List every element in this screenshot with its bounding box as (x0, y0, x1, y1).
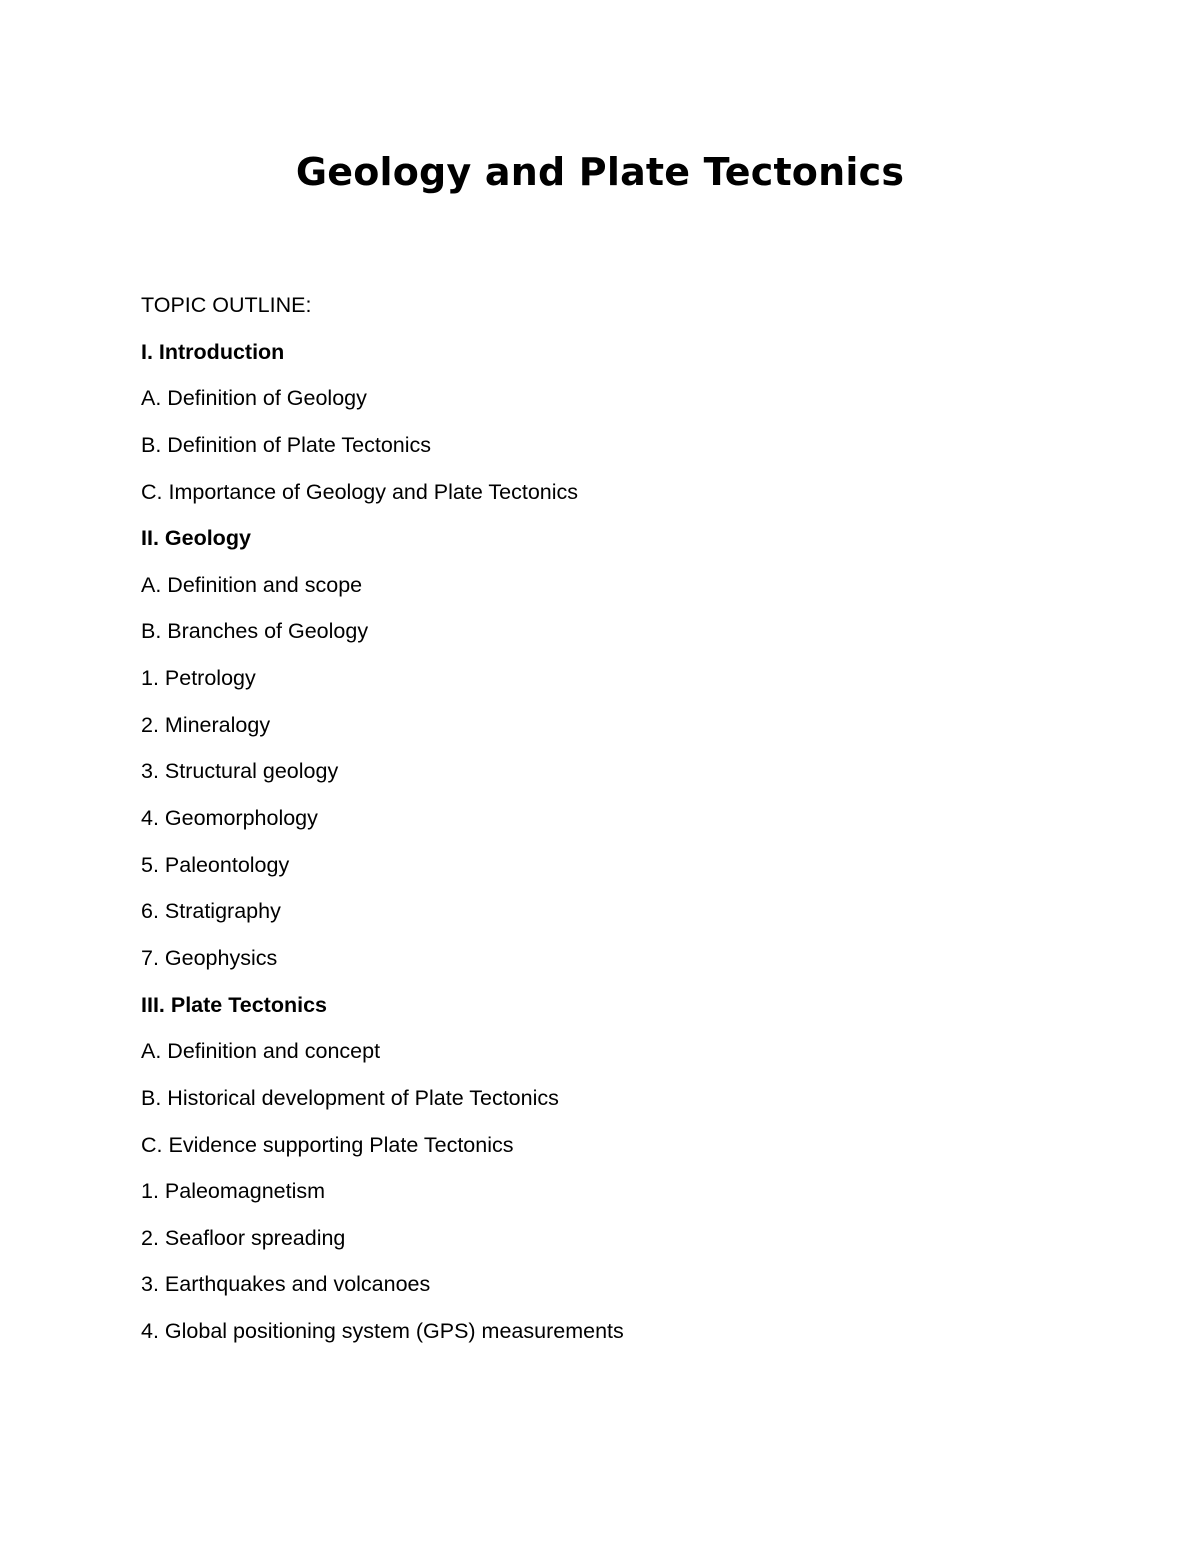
document-title: Geology and Plate Tectonics (295, 150, 905, 194)
outline-section-heading: II. Geology (141, 526, 251, 551)
outline-item: B. Historical development of Plate Tectonics (141, 1085, 559, 1110)
outline-subitem: 3. Earthquakes and volcanoes (141, 1272, 431, 1297)
outline-item: C. Evidence supporting Plate Tectonics (141, 1132, 514, 1157)
outline-subitem: 3. Structural geology (141, 759, 339, 784)
outline-subitem: 2. Mineralogy (141, 712, 271, 737)
outline-subitem: 2. Seafloor spreading (141, 1225, 346, 1250)
outline-item: C. Importance of Geology and Plate Tectonics (141, 479, 579, 504)
outline-subitem: 4. Geomorphology (141, 806, 318, 831)
outline-subitem: 4. Global positioning system (GPS) measurements (141, 1319, 624, 1344)
outline-item: A. Definition and concept (141, 1039, 381, 1064)
outline-subitem: 1. Paleomagnetism (141, 1179, 326, 1204)
outline-subitem: 6. Stratigraphy (141, 899, 281, 924)
outline-subitem: 7. Geophysics (141, 945, 278, 970)
outline-item: A. Definition and scope (141, 572, 363, 597)
outline-item: B. Branches of Geology (141, 619, 369, 644)
outline-subitem: 5. Paleontology (141, 852, 290, 877)
topic-outline (141, 290, 1141, 1363)
outline-heading: TOPIC OUTLINE: (141, 293, 312, 317)
outline-section-heading: I. Introduction (141, 339, 285, 364)
outline-item: B. Definition of Plate Tectonics (141, 432, 432, 457)
outline-subitem: 1. Petrology (141, 666, 256, 691)
outline-item: A. Definition of Geology (141, 386, 367, 411)
outline-section-heading: III. Plate Tectonics (141, 992, 327, 1017)
